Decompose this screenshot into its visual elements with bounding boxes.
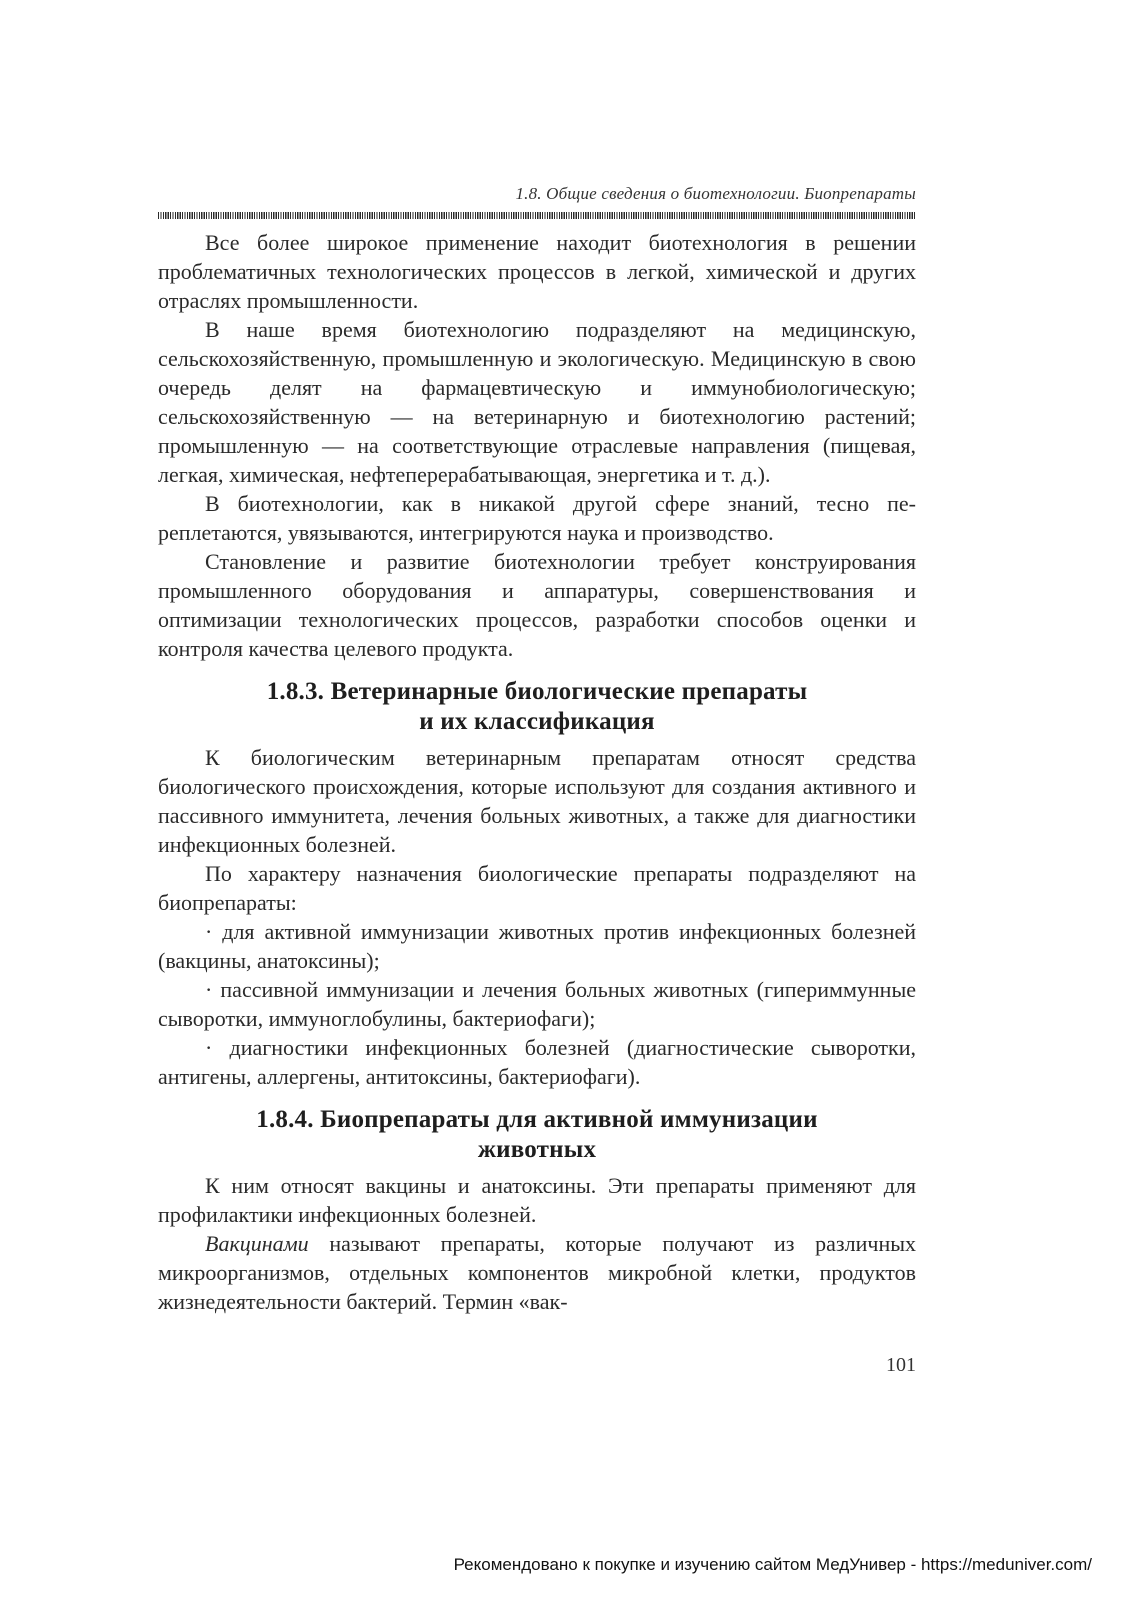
page-number: 101 bbox=[886, 1354, 916, 1376]
paragraph-text: называют препараты, которые получают из различных микроорганизмов, отдельных компонентов микробной клетки, продуктов жизнедеятельности бактерий. Термин «вак- bbox=[158, 1231, 916, 1314]
paragraph: К биологическим ветеринарным препаратам относят средства биологического происхождения, которые используют для создания активного и пассивного иммунитета, лечения больных животных, а также для диагностики инфекционных болезней. bbox=[158, 745, 916, 857]
heading-line: животных bbox=[477, 1136, 597, 1163]
paragraph: В биотехнологии, как в никакой другой сфере знаний, тесно переплетаются, увязываются, интегрируются наука и производство. bbox=[158, 491, 916, 545]
italic-term: Вакцинами bbox=[205, 1231, 309, 1256]
heading-line: и их классификация bbox=[419, 708, 655, 735]
list-item: · диагностики инфекционных болезней (диагностические сыворотки, антигены, аллергены, антитоксины, бактериофаги). bbox=[158, 1035, 916, 1089]
header-rule bbox=[158, 212, 916, 219]
heading-line: 1.8.3. Ветеринарные биологические препараты bbox=[266, 678, 808, 705]
section-heading-1-8-3 bbox=[218, 677, 856, 737]
heading-line: 1.8.4. Биопрепараты для активной иммунизации bbox=[256, 1106, 818, 1133]
section-heading-1-8-4 bbox=[218, 1105, 856, 1165]
paragraph: В наше время биотехнологию подразделяют на медицинскую, сельскохозяйственную, промышленную и экологическую. Медицинскую в свою очередь делят на фармацевтическую и иммунобиологическую; сельскохозяйственную — на ветеринарную и биотехнологию растений; промышленную — на соответствующие отраслевые направления (пищевая, легкая, химическая, нефтеперерабатывающая, энергетика и т. д.). bbox=[158, 317, 916, 487]
footer-note: Рекомендовано к покупке и изучению сайтом МедУнивер - https://meduniver.com/ bbox=[453, 1555, 1092, 1574]
paragraph: Становление и развитие биотехнологии требует конструирования промышленного оборудования и аппаратуры, совершенствования и оптимизации технологических процессов, разработки способов оценки и контроля качества целевого продукта. bbox=[158, 549, 916, 661]
paragraph: К ним относят вакцины и анатоксины. Эти препараты применяют для профилактики инфекционных болезней. bbox=[158, 1173, 916, 1227]
paragraph bbox=[158, 1229, 916, 1316]
list-item: · пассивной иммунизации и лечения больных животных (гипериммунные сыворотки, иммуноглобулины, бактериофаги); bbox=[158, 977, 916, 1031]
running-head: 1.8. Общие сведения о биотехнологии. Биопрепараты bbox=[515, 184, 916, 203]
paragraph: По характеру назначения биологические препараты подразделяют на биопрепараты: bbox=[158, 861, 916, 915]
paragraph: Все более широкое применение находит биотехнология в решении проблематичных технологических процессов в легкой, химической и других отраслях промышленности. bbox=[158, 230, 916, 313]
list-item: · для активной иммунизации животных против инфекционных болезней (вакцины, анатоксины); bbox=[158, 919, 916, 973]
page-body bbox=[158, 228, 916, 1316]
